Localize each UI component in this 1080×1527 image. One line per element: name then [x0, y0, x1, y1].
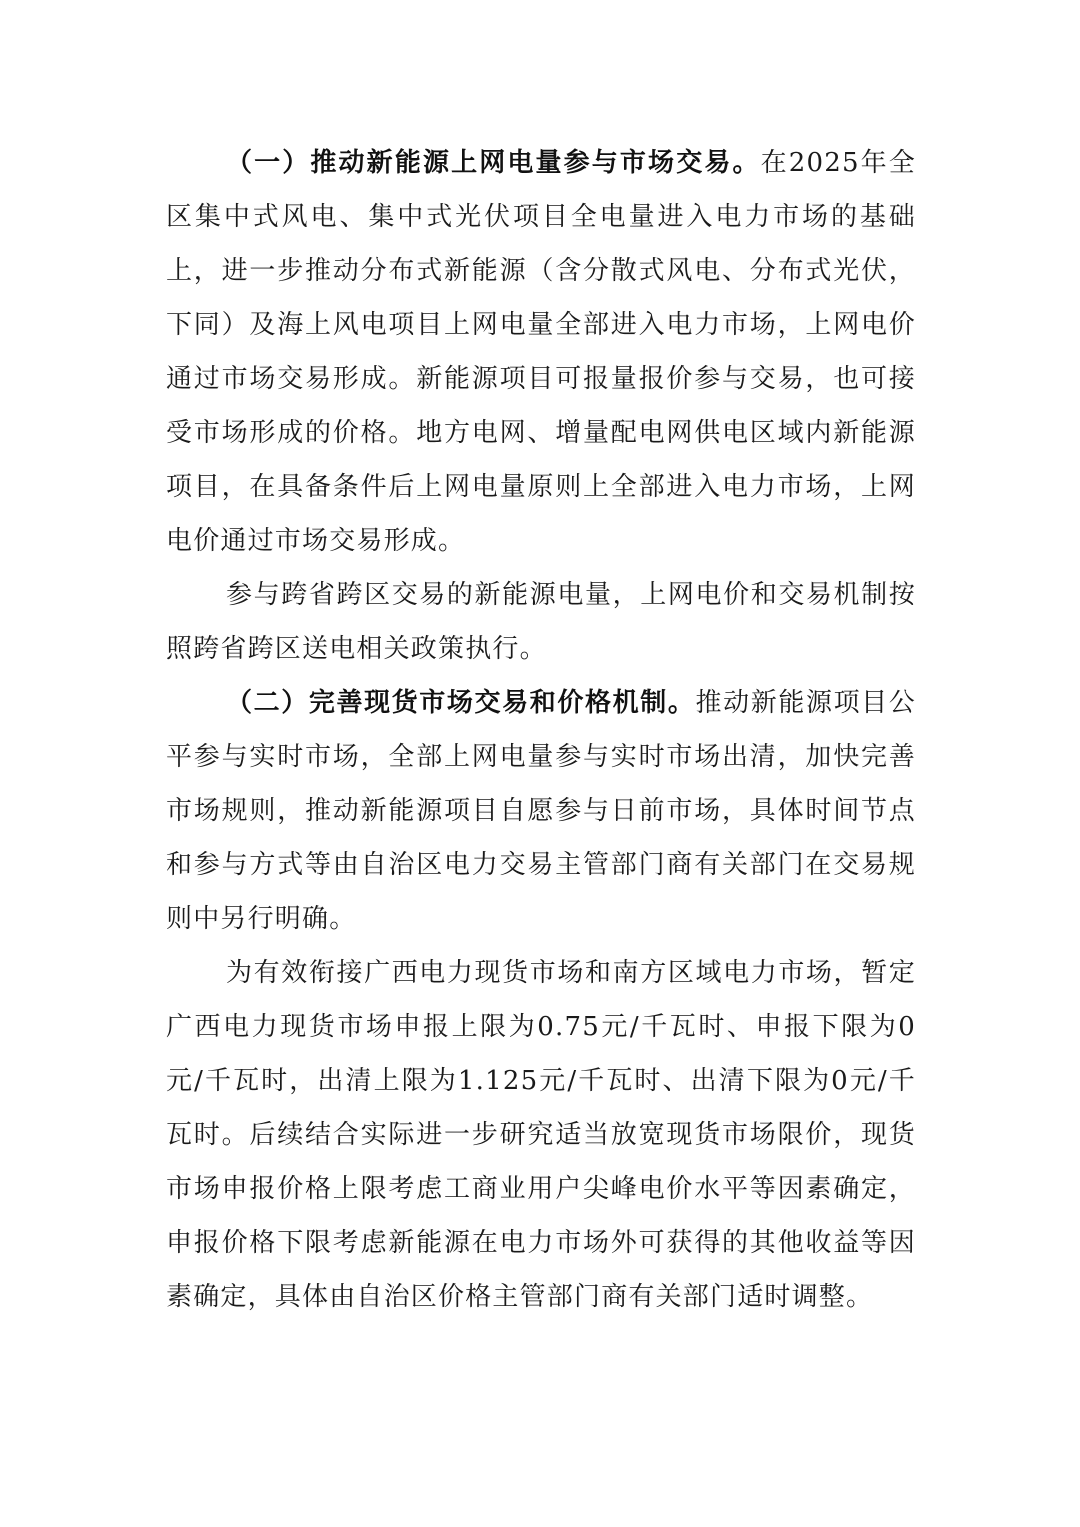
- section-heading-1: （一）推动新能源上网电量参与市场交易。: [226, 148, 761, 178]
- section-heading-2: （二）完善现货市场交易和价格机制。: [226, 688, 696, 718]
- paragraph-text: 推动新能源项目公平参与实时市场，全部上网电量参与实时市场出清，加快完善市场规则，推动新能源项目自愿参与日前市场，具体时间节点和参与方式等由自治区电力交易主管部门商有关部门在交易规则中另行明确。: [166, 688, 916, 934]
- paragraph-cross-province: [166, 568, 916, 676]
- paragraph-text: 为有效衔接广西电力现货市场和南方区域电力市场，暂定广西电力现货市场申报上限为0.75元/千瓦时、申报下限为0元/千瓦时，出清上限为1.125元/千瓦时、出清下限为0元/千瓦时。后续结合实际进一步研究适当放宽现货市场限价，现货市场申报价格上限考虑工商业用户尖峰电价水平等因素确定，申报价格下限考虑新能源在电力市场外可获得的其他收益等因素确定，具体由自治区价格主管部门商有关部门适时调整。: [166, 958, 916, 1312]
- paragraph-market-trading: [166, 136, 916, 568]
- paragraph-price-limits: [166, 946, 916, 1324]
- paragraph-text: 参与跨省跨区交易的新能源电量，上网电价和交易机制按照跨省跨区送电相关政策执行。: [166, 580, 916, 664]
- paragraph-text: 在2025年全区集中式风电、集中式光伏项目全电量进入电力市场的基础上，进一步推动分布式新能源（含分散式风电、分布式光伏，下同）及海上风电项目上网电量全部进入电力市场，上网电价通过市场交易形成。新能源项目可报量报价参与交易，也可接受市场形成的价格。地方电网、增量配电网供电区域内新能源项目，在具备条件后上网电量原则上全部进入电力市场，上网电价通过市场交易形成。: [166, 148, 916, 556]
- document-body: [166, 136, 916, 1324]
- paragraph-spot-market: [166, 676, 916, 946]
